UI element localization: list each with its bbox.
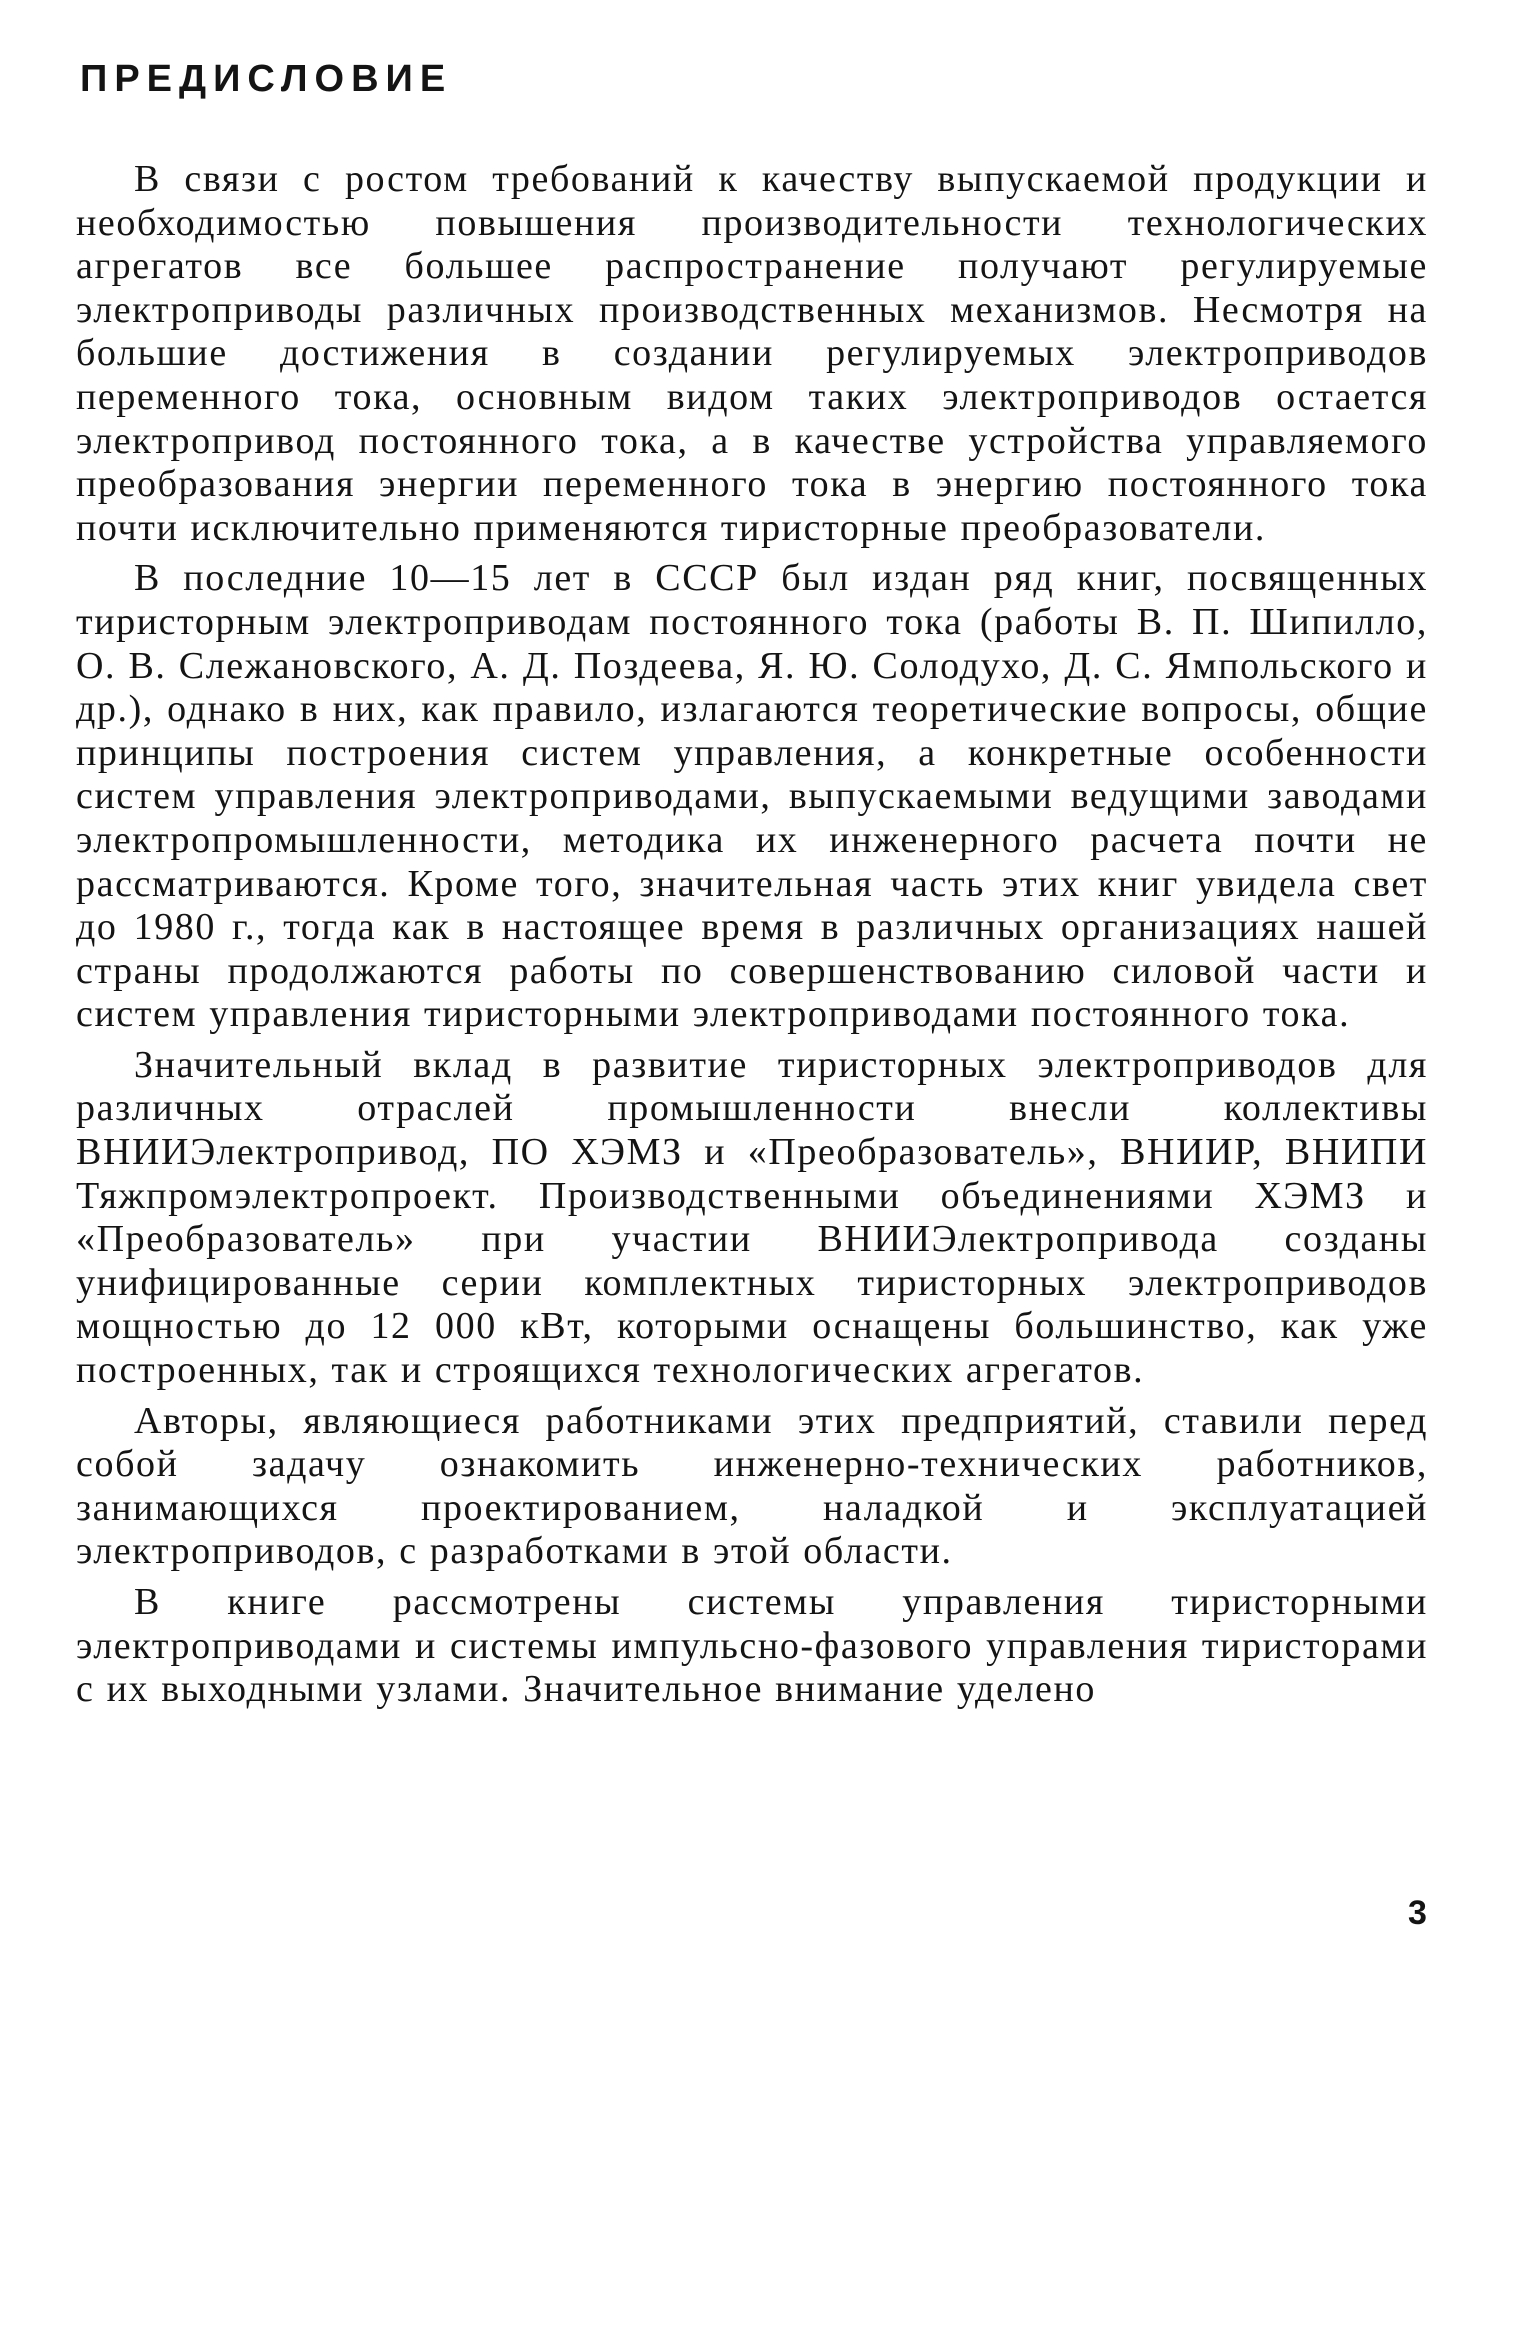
paragraph-4: Авторы, являющиеся работниками этих предприятий, ставили перед собой задачу ознакомить инженерно-технических работников, занимающихся проектированием, наладкой и эксплуатацией электроприводов, с разработками в этой области. (76, 1399, 1428, 1573)
paragraph-2: В последние 10—15 лет в СССР был издан ряд книг, посвященных тиристорным электроприводам постоянного тока (работы В. П. Шипилло, О. В. Слежановского, А. Д. Поздеева, Я. Ю. Солодухо, Д. С. Ямпольского и др.), однако в них, как правило, излагаются теоретические вопросы, общие принципы построения систем управления, а конкретные особенности систем управления электроприводами, выпускаемыми ведущими заводами электропромышленности, методика их инженерного расчета почти не рассматриваются. Кроме того, значительная часть этих книг увидела свет до 1980 г., тогда как в настоящее время в различных организациях нашей страны продолжаются работы по совершенствованию силовой части и систем управления тиристорными электроприводами постоянного тока. (76, 557, 1428, 1036)
paragraph-1: В связи с ростом требований к качеству выпускаемой продукции и необходимостью повышения производительности технологических агрегатов все большее распространение получают регулируемые электроприводы различных производственных механизмов. Несмотря на большие достижения в создании регулируемых электроприводов переменного тока, основным видом таких электроприводов остается электропривод постоянного тока, а в качестве устройства управляемого преобразования энергии переменного тока в энергию постоянного тока почти исключительно применяются тиристорные преобразователи. (76, 158, 1428, 549)
page-title: ПРЕДИСЛОВИЕ (80, 58, 453, 100)
page-number: 3 (1408, 1894, 1427, 1932)
paragraph-3: Значительный вклад в развитие тиристорных электроприводов для различных отраслей промышленности внесли коллективы ВНИИЭлектропривод, ПО ХЭМЗ и «Преобразователь», ВНИИР, ВНИПИ Тяжпромэлектропроект. Производственными объединениями ХЭМЗ и «Преобразователь» при участии ВНИИЭлектропривода созданы унифицированные серии комплектных тиристорных электроприводов мощностью до 12 000 кВт, которыми оснащены большинство, как уже построенных, так и строящихся технологических агрегатов. (76, 1043, 1428, 1392)
paragraph-5: В книге рассмотрены системы управления тиристорными электроприводами и системы импульсно-фазового управления тиристорами с их выходными узлами. Значительное внимание уделено (76, 1581, 1428, 1711)
page-content (76, 60, 1428, 1719)
